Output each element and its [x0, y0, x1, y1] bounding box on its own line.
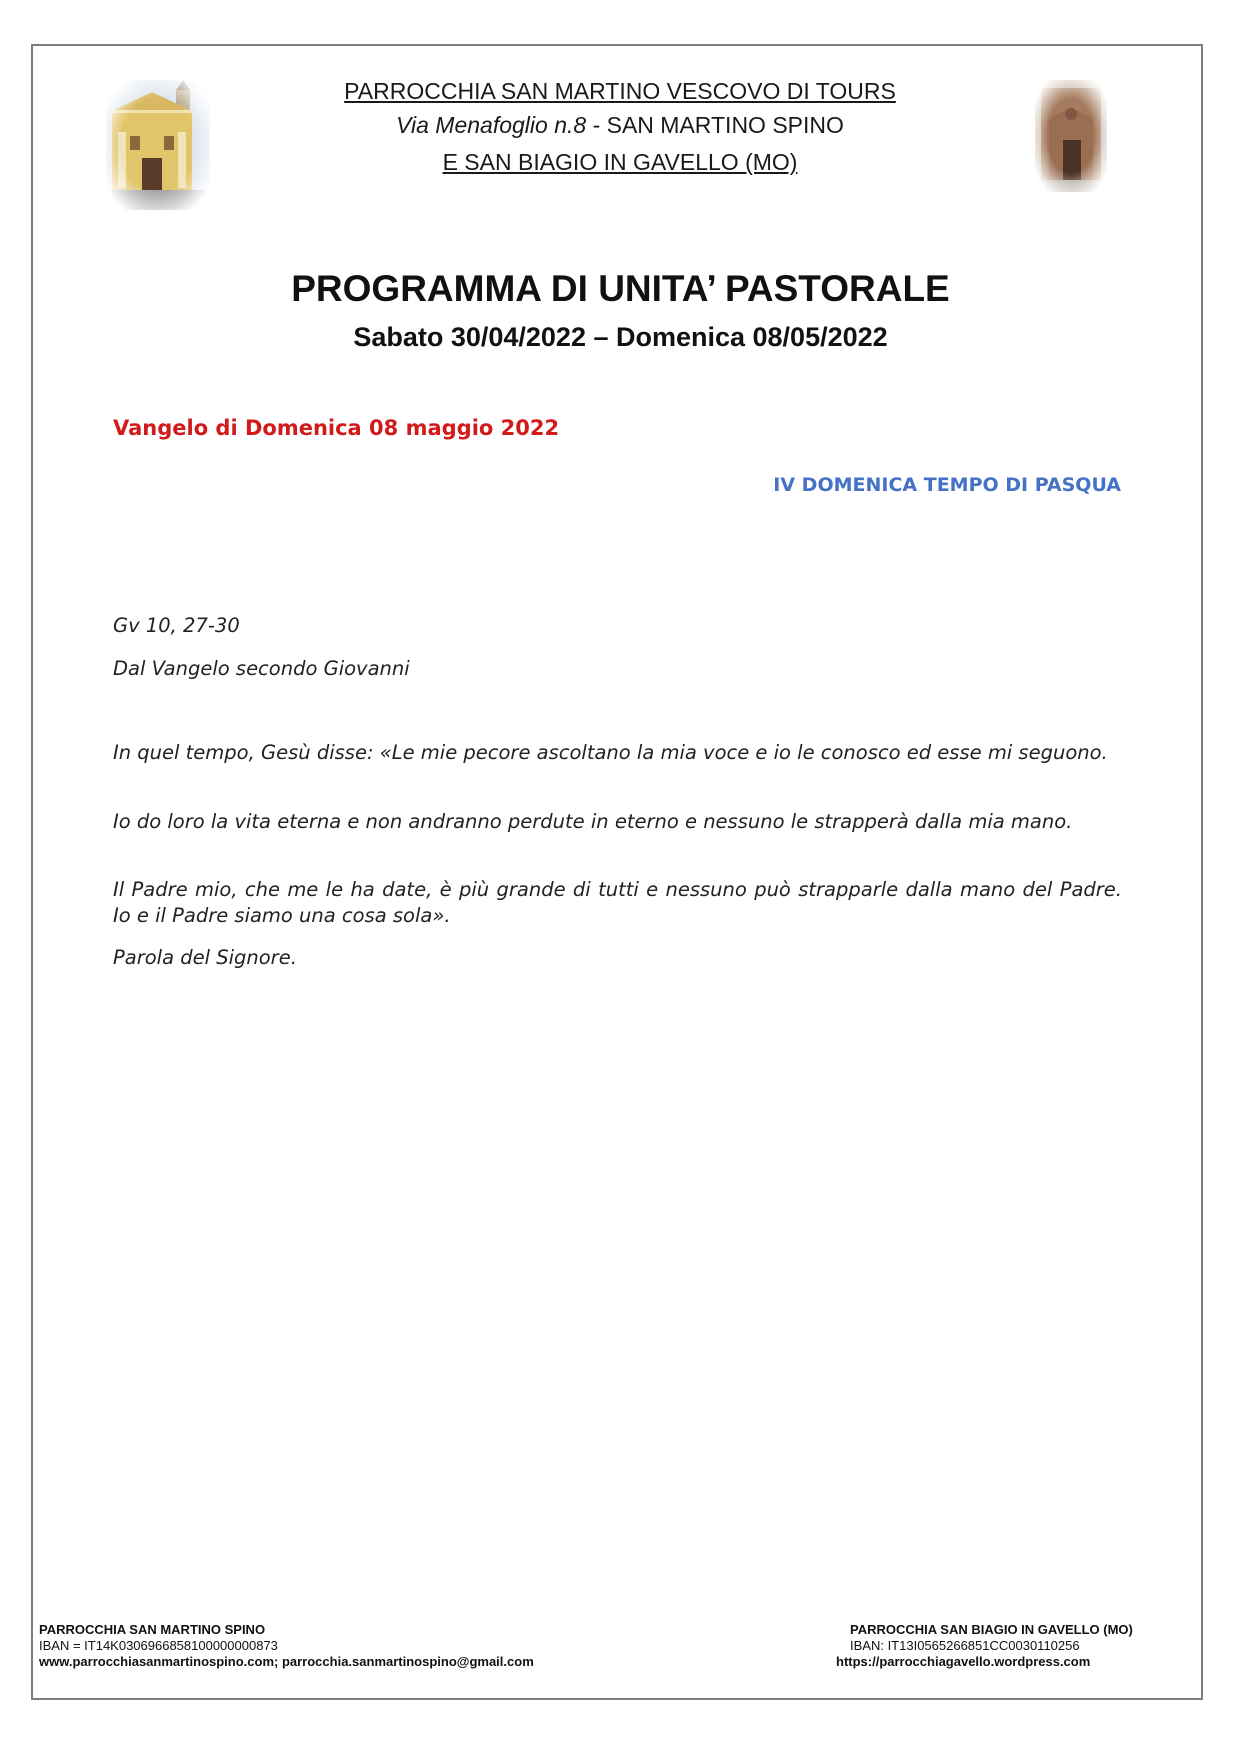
- footer-website-link[interactable]: https://parrocchiagavello.wordpress.com: [836, 1654, 1091, 1669]
- footer-contacts[interactable]: www.parrocchiasanmartinospino.com; parrocchia.sanmartinospino@gmail.com: [39, 1654, 534, 1669]
- gospel-source: Dal Vangelo secondo Giovanni: [113, 657, 410, 680]
- footer-parish-name: PARROCCHIA SAN MARTINO SPINO: [39, 1622, 266, 1637]
- footer-san-martino: [39, 1622, 534, 1670]
- parish-name: PARROCCHIA SAN MARTINO VESCOVO DI TOURS: [344, 78, 896, 104]
- church-san-biagio-photo: [1035, 80, 1107, 192]
- gospel-closing: Parola del Signore.: [113, 946, 297, 969]
- footer-iban: IBAN = IT14K0306966858100000000873: [39, 1638, 278, 1653]
- street-address: Via Menafoglio n.8: [396, 112, 587, 138]
- liturgical-sunday: IV DOMENICA TEMPO DI PASQUA: [773, 474, 1121, 496]
- footer-san-biagio: [836, 1622, 1133, 1670]
- date-range: Sabato 30/04/2022 – Domenica 08/05/2022: [353, 322, 888, 352]
- gospel-verse: In quel tempo, Gesù disse: «Le mie pecore ascoltano la mia voce e io le conosco ed esse mi seguono.: [113, 741, 1108, 764]
- gospel-verse: Il Padre mio, che me le ha date, è più grande di tutti e nessuno può strapparle dalla mano del Padre. Io e il Padre siamo una cosa sola».: [113, 878, 1122, 927]
- footer-iban: IBAN: IT13I0565266851CC0030110256: [850, 1638, 1080, 1653]
- footer-parish-name: PARROCCHIA SAN BIAGIO IN GAVELLO (MO): [850, 1622, 1133, 1637]
- town-name: - SAN MARTINO SPINO: [586, 112, 844, 138]
- gospel-heading: Vangelo di Domenica 08 maggio 2022: [113, 416, 560, 440]
- second-parish-name: E SAN BIAGIO IN GAVELLO (MO): [442, 149, 798, 175]
- church-san-martino-photo: [106, 80, 210, 210]
- gospel-verse: Io do loro la vita eterna e non andranno perdute in eterno e nessuno le strapperà dalla mia mano.: [113, 810, 1073, 833]
- parish-address: [240, 112, 1000, 139]
- scripture-reference: Gv 10, 27-30: [113, 614, 240, 637]
- page-title: PROGRAMMA DI UNITA’ PASTORALE: [291, 268, 950, 309]
